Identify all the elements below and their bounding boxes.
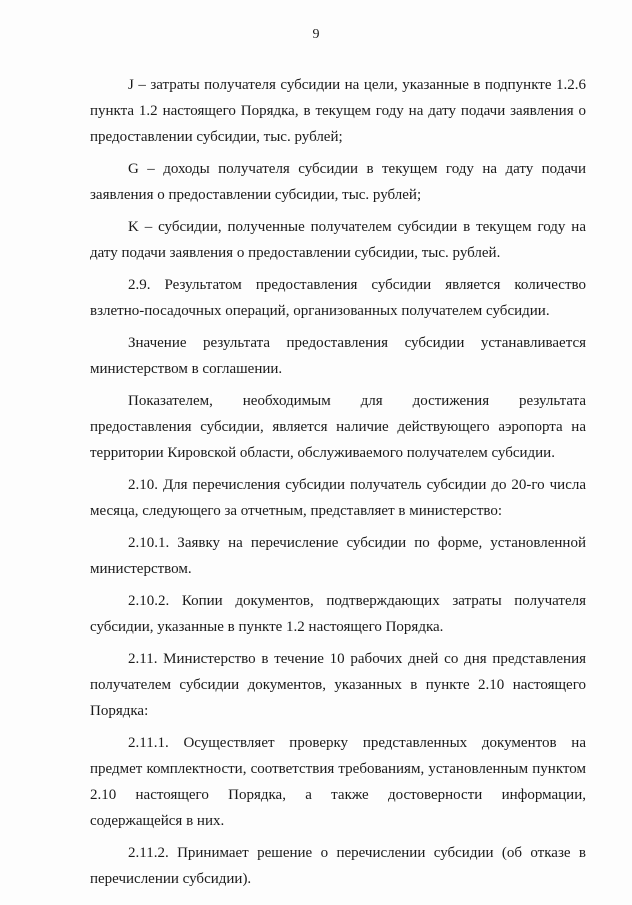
paragraph-g-income: G – доходы получателя субсидии в текущем году на дату подачи заявления о предоставлении субсидии, тыс. рублей; <box>90 161 586 203</box>
document-body <box>90 72 586 892</box>
paragraph-result-value: Значение результата предоставления субсидии устанавливается министерством в соглашении. <box>90 335 586 377</box>
paragraph-2-9: 2.9. Результатом предоставления субсидии является количество взлетно-посадочных операций, организованных получателем субсидии. <box>90 277 586 319</box>
paragraph-2-11-1: 2.11.1. Осуществляет проверку представленных документов на предмет комплектности, соответствия требованиям, установленным пунктом 2.10 настоящего Порядка, а также достоверности информации, содержащейся в них. <box>90 735 586 829</box>
paragraph-2-10-2: 2.10.2. Копии документов, подтверждающих затраты получателя субсидии, указанные в пункте 1.2 настоящего Порядка. <box>90 593 586 635</box>
page-number: 9 <box>312 27 320 42</box>
paragraph-indicator: Показателем, необходимым для достижения результата предоставления субсидии, является наличие действующего аэропорта на территории Кировской области, обслуживаемого получателем субсидии. <box>90 393 586 461</box>
paragraph-2-10: 2.10. Для перечисления субсидии получатель субсидии до 20-го числа месяца, следующего за отчетным, представляет в министерство: <box>90 477 586 519</box>
paragraph-2-10-1: 2.10.1. Заявку на перечисление субсидии по форме, установленной министерством. <box>90 535 586 577</box>
paragraph-k-subsidies: K – субсидии, полученные получателем субсидии в текущем году на дату подачи заявления о предоставлении субсидии, тыс. рублей. <box>90 219 586 261</box>
paragraph-j-costs: J – затраты получателя субсидии на цели, указанные в подпункте 1.2.6 пункта 1.2 настоящего Порядка, в текущем году на дату подачи заявления о предоставлении субсидии, тыс. рублей; <box>90 77 586 145</box>
paragraph-2-11-2: 2.11.2. Принимает решение о перечислении субсидии (об отказе в перечислении субсидии). <box>90 845 586 887</box>
paragraph-2-11: 2.11. Министерство в течение 10 рабочих дней со дня представления получателем субсидии документов, указанных в пункте 2.10 настоящего Порядка: <box>90 651 586 719</box>
